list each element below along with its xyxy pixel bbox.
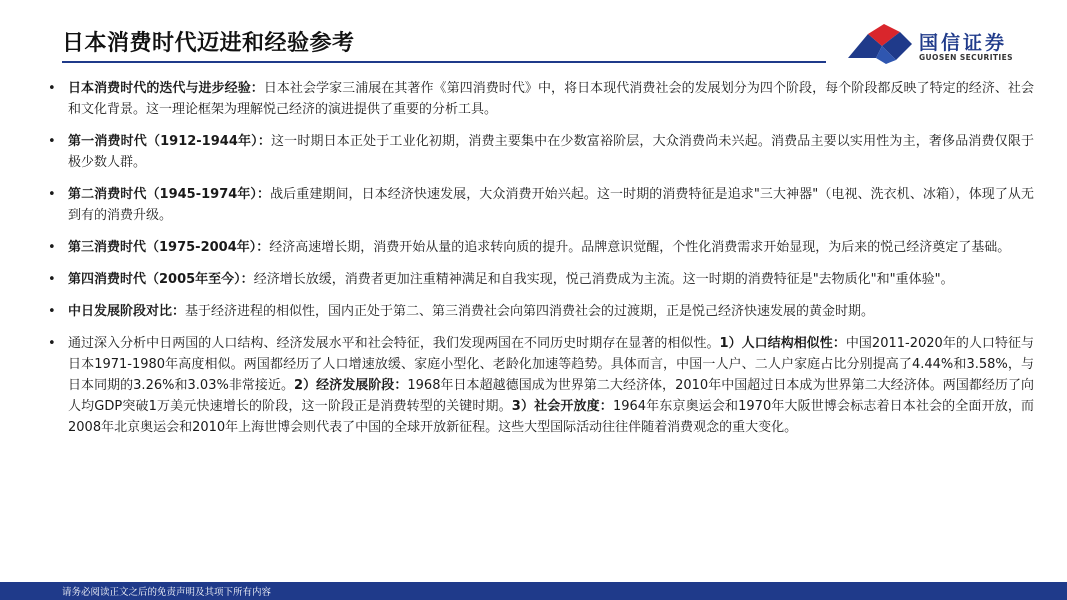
bullet-lead: 第四消费时代（2005年至今）： bbox=[68, 272, 254, 287]
bullet-lead: 第二消费时代（1945-1974年）： bbox=[68, 187, 271, 202]
title-underline bbox=[62, 61, 826, 63]
comparison-point-3-lead: 3）社会开放度： bbox=[511, 399, 613, 414]
comparison-point-3-text: 1964年东京奥运会和1970年大阪世博会标志着日本社会的全面开放，而2008年北京奥运会和2010年上海世博会则代表了中国的全球开放新征程。这些大型国际活动往往伴随着消费观念的重大变化。 bbox=[68, 399, 1034, 435]
bullet-text: 战后重建期间，日本经济快速发展，大众消费开始兴起。这一时期的消费特征是追求"三大神器"（电视、洗衣机、冰箱），体现了从无到有的消费升级。 bbox=[68, 187, 1034, 223]
bullet-text: 经济增长放缓，消费者更加注重精神满足和自我实现，悦己消费成为主流。这一时期的消费特征是"去物质化"和"重体验"。 bbox=[253, 272, 954, 287]
bullet-item bbox=[44, 301, 1034, 322]
bullet-item bbox=[44, 184, 1034, 226]
guosen-logo bbox=[846, 22, 1046, 66]
bullet-item bbox=[44, 78, 1034, 120]
bullet-text: 日本社会学家三浦展在其著作《第四消费时代》中，将日本现代消费社会的发展划分为四个阶段，每个阶段都反映了特定的经济、社会和文化背景。这一理论框架为理解悦己经济的演进提供了重要的分析工具。 bbox=[68, 81, 1034, 117]
bullet-text: 这一时期日本正处于工业化初期，消费主要集中在少数富裕阶层，大众消费尚未兴起。消费品主要以实用性为主，奢侈品消费仅限于极少数人群。 bbox=[68, 134, 1034, 170]
comparison-intro: 通过深入分析中日两国的人口结构、经济发展水平和社会特征，我们发现两国在不同历史时期存在显著的相似性。 bbox=[68, 336, 720, 351]
comparison-point-1-lead: 1）人口结构相似性： bbox=[719, 336, 846, 351]
bullet-lead: 中日发展阶段对比： bbox=[68, 304, 186, 319]
bullet-lead: 第三消费时代（1975-2004年）： bbox=[68, 240, 270, 255]
comparison-point-2-text: 1968年日本超越德国成为世界第二大经济体，2010年中国超过日本成为世界第二大经济体。两国都经历了向人均GDP突破1万美元快速增长的阶段，这一阶段正是消费转型的关键时期。 bbox=[68, 378, 1034, 414]
footer-disclaimer: 请务必阅读正文之后的免责声明及其项下所有内容 bbox=[62, 587, 272, 598]
bullet-list bbox=[44, 78, 1034, 449]
comparison-point-1-text: 中国2011-2020年的人口特征与日本1971-1980年高度相似。两国都经历了人口增速放缓、家庭小型化、老龄化加速等趋势。具体而言，中国一人户、二人户家庭占比分别提高了4.44%和3.58%，与日本同期的3.26%和3.03%非常接近。 bbox=[68, 336, 1035, 393]
guosen-emblem-icon bbox=[846, 22, 916, 66]
bullet-item bbox=[44, 131, 1034, 173]
bullet-lead: 第一消费时代（1912-1944年）： bbox=[68, 134, 271, 149]
logo-name-cn: 国信证券 bbox=[919, 32, 1008, 54]
bullet-lead: 日本消费时代的迭代与进步经验： bbox=[68, 81, 264, 96]
bullet-item bbox=[44, 237, 1034, 258]
bullet-text: 基于经济进程的相似性，国内正处于第二、第三消费社会向第四消费社会的过渡期，正是悦己经济快速发展的黄金时期。 bbox=[185, 304, 875, 319]
page-header bbox=[0, 0, 1067, 62]
logo-name-en: GUOSEN SECURITIES bbox=[919, 53, 1013, 62]
comparison-point-2-lead: 2）经济发展阶段： bbox=[294, 378, 408, 393]
footer-bar bbox=[0, 582, 1067, 600]
page-title: 日本消费时代迈进和经验参考 bbox=[62, 31, 355, 56]
bullet-item bbox=[44, 269, 1034, 290]
bullet-text: 经济高速增长期，消费开始从量的追求转向质的提升。品牌意识觉醒，个性化消费需求开始显现，为后来的悦己经济奠定了基础。 bbox=[269, 240, 1011, 255]
bullet-item-comparison bbox=[44, 333, 1034, 438]
